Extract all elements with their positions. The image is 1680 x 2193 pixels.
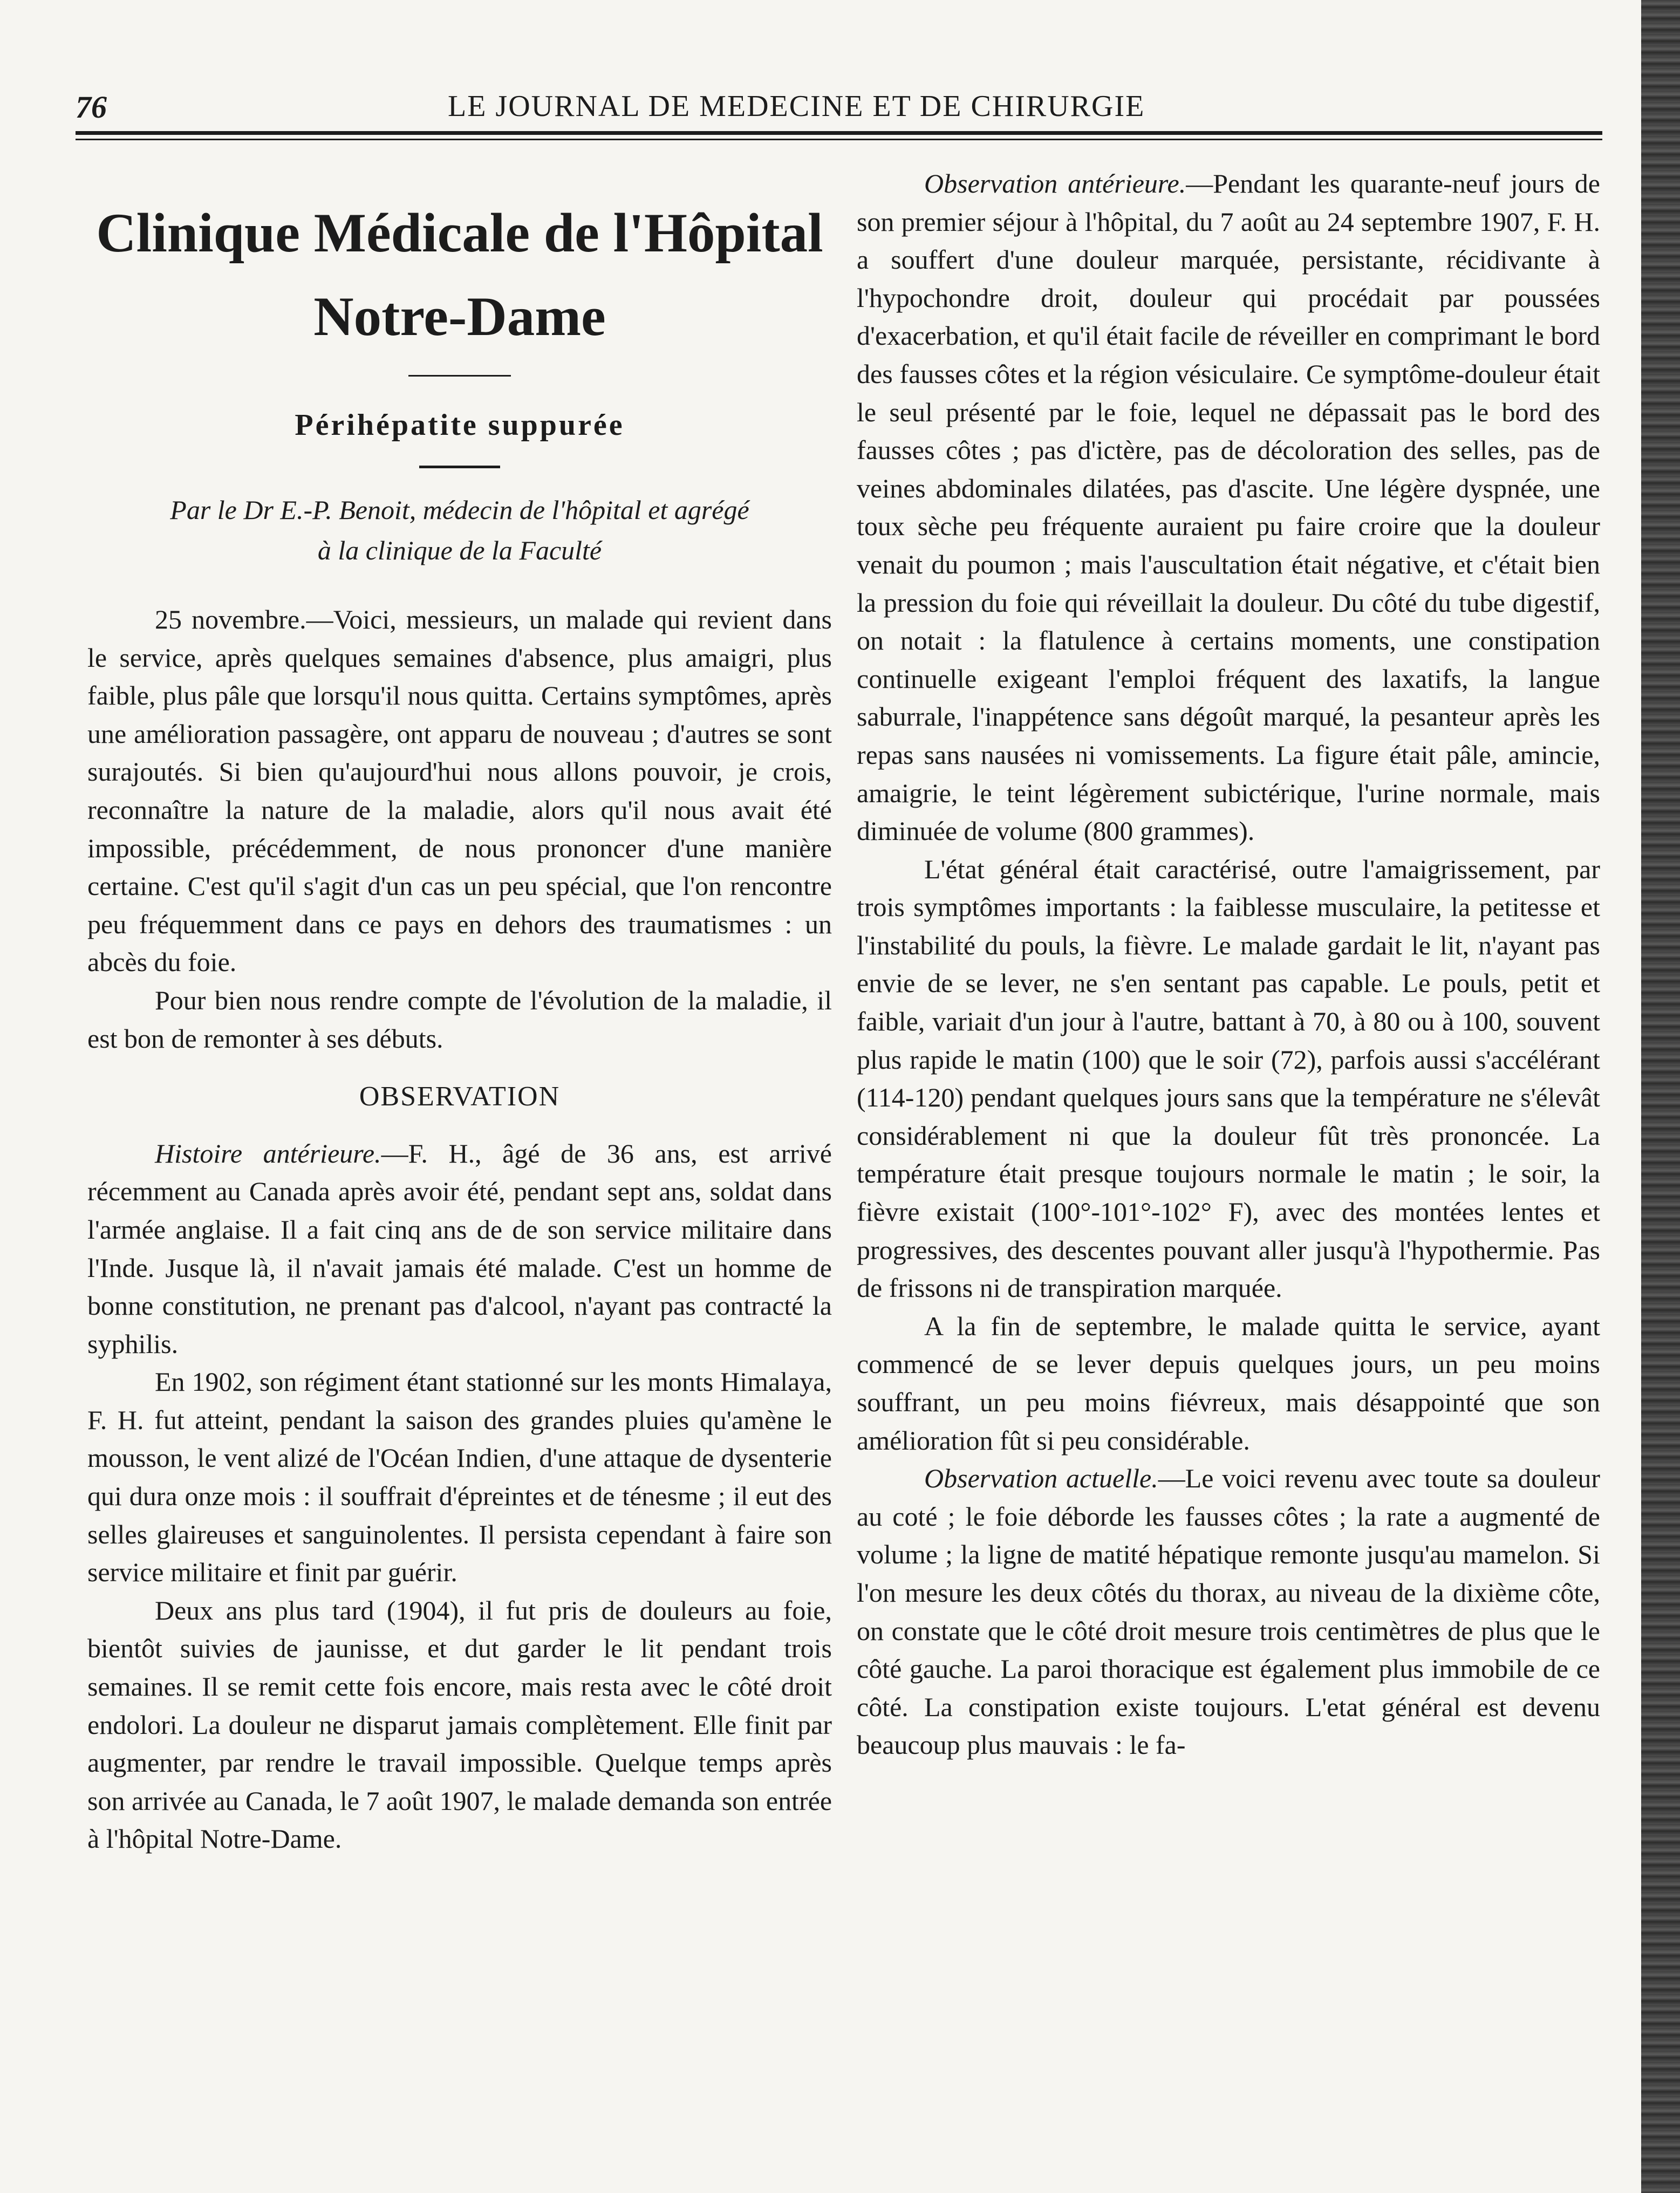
prior-obs-lead: Observation antérieure. [924, 168, 1186, 199]
history-paragraph-2: En 1902, son régiment étant stationné sur les monts Himalaya, F. H. fut atteint, pendant la saison des grandes pluies qu'amène le mousson, le vent alizé de l'Océan Indien, d'une attaque de dysenterie qui dura onze mois : il souffrait d'épreintes et de ténesme ; il eut des selles glaireuses et sanguinolentes. Il persista cependant à faire son service militaire et finit par guérir. [87, 1367, 832, 1588]
title-divider [408, 375, 511, 377]
current-obs-paragraph-1 [857, 1459, 1600, 1764]
article-title [87, 192, 832, 359]
prior-obs-paragraph-1 [857, 165, 1600, 850]
history-text-1: —F. H., âgé de 36 ans, est arrivé récemment au Canada après avoir été, pendant sept ans, soldat dans l'armée anglaise. Il a fait cinq ans de de son service militaire dans l'Inde. Jusque là, il n'avait jamais été malade. C'est un homme de bonne constitution, ne prenant pas d'alcool, n'ayant pas contracté la syphilis. [87, 1138, 832, 1359]
binding-edge [1641, 0, 1680, 2193]
current-obs-text-1: —Le voici revenu avec toute sa douleur au coté ; le foie déborde les fausses côtes ; la rate a augmenté de volume ; la ligne de matité hépatique remonte jusqu'au mamelon. Si l'on mesure les deux côtés du thorax, au niveau de la dixième côte, on constate que le côté droit mesure trois centimètres de plus que le côté gauche. La paroi thoracique est également plus immobile de ce côté. La constipation existe toujours. L'etat général est devenu beaucoup plus mauvais : le fa- [857, 1463, 1600, 1760]
running-head [76, 89, 1602, 138]
intro-paragraph-2: Pour bien nous rendre compte de l'évolution de la maladie, il est bon de remonter à ses débuts. [87, 985, 832, 1054]
byline-line-2: à la clinique de la Faculté [317, 535, 602, 565]
right-column [857, 165, 1600, 1764]
header-rule-thick [76, 131, 1602, 135]
article-subtitle: Périhépatite suppurée [295, 408, 625, 442]
left-column [87, 165, 832, 1858]
journal-title: LE JOURNAL DE MEDECINE ET DE CHIRURGIE [448, 90, 1145, 123]
section-heading: OBSERVATION [359, 1081, 561, 1112]
header-rule-thin [76, 139, 1602, 140]
prior-obs-text-1: —Pendant les quarante-neuf jours de son premier séjour à l'hôpital, du 7 août au 24 septembre 1907, F. H. a souffert d'une douleur marquée, persistante, récidivante à l'hypochondre droit, douleur qui procédait par poussées d'exacerbation, et qu'il était facile de réveiller en comprimant le bord des fausses côtes et la région vésiculaire. Ce symptôme-douleur était le seul présenté par le foie, lequel ne dépassait pas le bord des fausses côtes ; pas d'ictère, pas de décoloration des selles, pas de veines abdominales dilatées, pas d'ascite. Une légère dyspnée, une toux sèche peu fréquente auraient pu faire croire que la douleur venait du poumon ; mais l'auscultation était négative, et c'était bien la pression du foie qui réveillait la douleur. Du côté du tube digestif, on notait : la flatulence à certains moments, une constipation continuelle exigeant l'emploi fréquent des laxatifs, la langue saburrale, l'inappétence sans dégoût marqué, la pesanteur après les repas sans nausées ni vomissements. La figure était pâle, amincie, amaigrie, le teint légèrement subictérique, l'urine normale, mais diminuée de volume (800 grammes). [857, 168, 1600, 846]
current-obs-lead: Observation actuelle. [924, 1463, 1158, 1494]
intro-paragraph-1: 25 novembre.—Voici, messieurs, un malade qui revient dans le service, après quelques semaines d'absence, plus amaigri, plus faible, plus pâle que lorsqu'il nous quitta. Certains symptômes, après une amélioration passagère, ont apparu de nouveau ; d'autres se sont surajoutés. Si bien qu'aujourd'hui nous allons pouvoir, je crois, reconnaître la nature de la maladie, alors qu'il nous avait été impossible, précédemment, de nous prononcer d'une manière certaine. C'est qu'il s'agit d'un cas un peu spécial, que l'on rencontre peu fréquemment dans ce pays en dehors des traumatismes : un abcès du foie. [87, 604, 832, 978]
byline-line-1: Par le Dr E.-P. Benoit, médecin de l'hôpital et agrégé [170, 495, 749, 525]
subtitle-divider [419, 466, 500, 468]
history-lead: Histoire antérieure. [155, 1138, 381, 1169]
byline [87, 490, 832, 571]
prior-obs-paragraph-2: L'état général était caractérisé, outre l'amaigrissement, par trois symptômes importants : la faiblesse musculaire, la petitesse et l'instabilité du pouls, la fièvre. Le malade gardait le lit, n'ayant pas envie de se lever, ne s'en sentant pas capable. Le pouls, petit et faible, variait d'un jour à l'autre, battant à 70, à 80 ou à 100, souvent plus rapide le matin (100) que le soir (72), parfois aussi s'accélérant (114-120) pendant quelques jours sans que la température ne s'élevât considérablement ni que la douleur fût très prononcée. La température était presque toujours normale le matin ; le soir, la fièvre existait (100°-101°-102° F), avec des montées lentes et progressives, des descentes pouvant aller jusqu'à l'hypothermie. Pas de frissons ni de transpiration marquée. [857, 853, 1600, 1303]
prior-obs-paragraph-3: A la fin de septembre, le malade quitta le service, ayant commencé de se lever depuis quelques jours, un peu moins souffrant, un peu moins fiévreux, mais désappointé que son amélioration fût si peu considérable. [857, 1310, 1600, 1456]
history-paragraph-1 [87, 1135, 832, 1363]
article-title-line-2: Notre-Dame [313, 286, 606, 347]
history-paragraph-3: Deux ans plus tard (1904), il fut pris de douleurs au foie, bientôt suivies de jaunisse, et dut garder le lit pendant trois semaines. Il se remit cette fois encore, mais resta avec le côté droit endolori. La douleur ne disparut jamais complètement. Elle finit par augmenter, par rendre le travail impossible. Quelque temps après son arrivée au Canada, le 7 août 1907, le malade demanda son entrée à l'hôpital Notre-Dame. [87, 1595, 832, 1854]
article-title-line-1: Clinique Médicale de l'Hôpital [96, 202, 823, 264]
page-number: 76 [76, 90, 107, 125]
